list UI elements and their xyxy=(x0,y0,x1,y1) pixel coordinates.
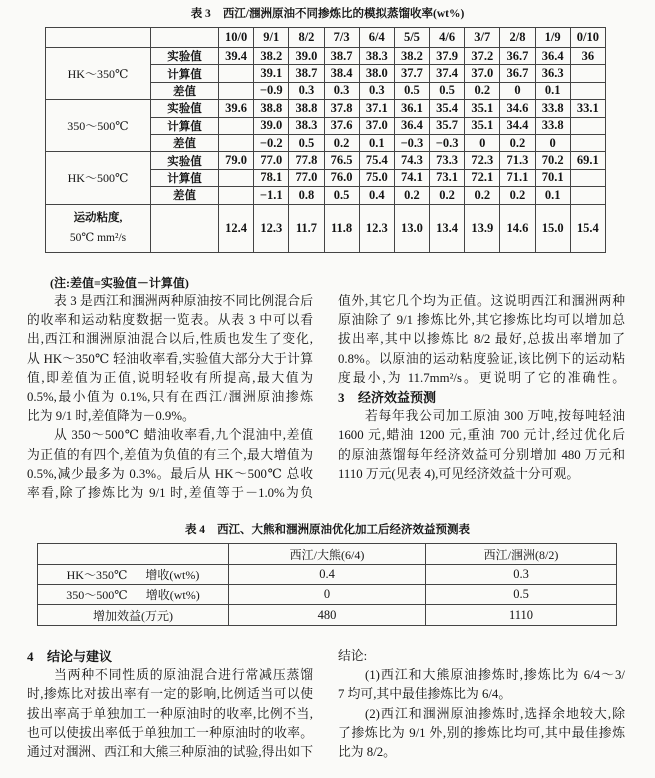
viscosity-row xyxy=(46,204,606,252)
value-cell: 38.7 xyxy=(289,65,324,82)
value-cell: 11.8 xyxy=(324,204,359,252)
value-cell: 38.7 xyxy=(324,48,359,65)
value-cell xyxy=(570,117,605,134)
value-cell: −0.2 xyxy=(254,134,289,151)
value-cell: 36.4 xyxy=(394,117,429,134)
value-cell: 0.1 xyxy=(535,82,570,99)
text-line: 当两种不同性质的原油混合进行常减压蒸馏 xyxy=(54,668,313,683)
ratio-header: 6/4 xyxy=(359,28,394,48)
value-cell: 0.3 xyxy=(324,82,359,99)
value-cell: 0.2 xyxy=(500,134,535,151)
value-cell: 14.6 xyxy=(500,204,535,252)
value-cell: 74.3 xyxy=(394,152,429,169)
table-4 xyxy=(37,543,617,626)
empty-cell xyxy=(151,204,219,252)
value-cell: −1.1 xyxy=(254,187,289,204)
corner-cell xyxy=(151,28,219,48)
row-label: 差值 xyxy=(151,134,219,151)
value-cell: 34.4 xyxy=(500,117,535,134)
group-label: 350～500℃ xyxy=(46,100,151,152)
value-cell: 38.3 xyxy=(289,117,324,134)
value-cell: 0.8 xyxy=(289,187,324,204)
text-line: 1110 万元(见表 4),可见经济效益十分可观。 xyxy=(338,466,580,481)
text-line: 原油除了 9/1 掺炼比外,其它掺炼比均可以增加总 xyxy=(338,313,625,328)
corner-cell xyxy=(46,28,151,48)
table-row xyxy=(38,565,617,585)
row-label-range: HK～350℃ xyxy=(66,568,128,582)
row-label-metric: 增收(wt%) xyxy=(145,588,200,602)
value-cell: 36.7 xyxy=(500,65,535,82)
viscosity-label-line: 50℃ mm²/s xyxy=(69,232,127,245)
value-cell: 35.1 xyxy=(465,117,500,134)
value-cell: 75.0 xyxy=(359,169,394,186)
value-cell: 39.4 xyxy=(219,48,254,65)
value-cell: 34.6 xyxy=(500,100,535,117)
value-cell: 77.8 xyxy=(289,152,324,169)
text-line: 从 HK～350℃ 轻油收率看,实验值大部分大于计算 xyxy=(27,351,313,366)
value-cell: 13.0 xyxy=(394,204,429,252)
value-cell: 73.1 xyxy=(430,169,465,186)
value-cell: 480 xyxy=(229,605,426,626)
section-4-column xyxy=(27,647,313,762)
value-cell: 38.8 xyxy=(254,100,289,117)
table-3-note: (注:差值=实验值－计算值) xyxy=(50,276,189,290)
table-3-header-row xyxy=(46,28,606,48)
row-label: 计算值 xyxy=(151,65,219,82)
table-row xyxy=(38,585,617,605)
table-3-body xyxy=(46,48,606,253)
value-cell: 76.0 xyxy=(324,169,359,186)
value-cell xyxy=(570,134,605,151)
group-label: HK～350℃ xyxy=(46,48,151,100)
value-cell: 38.8 xyxy=(289,100,324,117)
value-cell: 0.2 xyxy=(324,134,359,151)
value-cell: 38.0 xyxy=(359,65,394,82)
ratio-header: 2/8 xyxy=(500,28,535,48)
left-column xyxy=(27,292,313,503)
conclusion-item-2-line: 比为 8/2。 xyxy=(338,744,396,759)
table-4-header-row xyxy=(38,544,617,565)
value-cell: 36.7 xyxy=(500,48,535,65)
column-header: 西江/大熊(6/4) xyxy=(229,544,426,565)
row-label: 计算值 xyxy=(151,117,219,134)
value-cell: 39.0 xyxy=(289,48,324,65)
value-cell: 12.3 xyxy=(359,204,394,252)
table-3-number: 表 3 xyxy=(190,8,211,20)
row-label: 实验值 xyxy=(151,100,219,117)
section-title: 经济效益预测 xyxy=(358,389,437,405)
right-column xyxy=(338,292,625,484)
text-line: 值外,其它几个均为正值。这说明西江和涠洲两种 xyxy=(338,294,625,308)
value-cell: 15.4 xyxy=(570,204,605,252)
value-cell: 77.0 xyxy=(289,169,324,186)
section-3-heading xyxy=(338,388,625,407)
viscosity-label-line: 运动粘度, xyxy=(73,212,123,225)
value-cell: 13.4 xyxy=(430,204,465,252)
value-cell: 77.0 xyxy=(254,152,289,169)
value-cell: 39.1 xyxy=(254,65,289,82)
table-4-number: 表 4 xyxy=(184,524,206,536)
value-cell: 33.8 xyxy=(535,100,570,117)
value-cell: 12.3 xyxy=(254,204,289,252)
value-cell: 0.3 xyxy=(359,82,394,99)
corner-cell xyxy=(38,544,229,565)
value-cell: 0.2 xyxy=(465,82,500,99)
table-4-title: 西江、大熊和涠洲原油优化加工后经济效益预测表 xyxy=(217,524,471,536)
value-cell: 0.1 xyxy=(535,187,570,204)
value-cell: 38.2 xyxy=(394,48,429,65)
value-cell: 36.1 xyxy=(394,100,429,117)
value-cell: 71.3 xyxy=(500,152,535,169)
text-line: 0.5%,减少最多为 0.3%。最后从 HK～500℃ 总收 xyxy=(27,466,313,481)
value-cell: 36.3 xyxy=(535,65,570,82)
text-line: 值,即差值为正值,说明轻收有所提高,最大值为 xyxy=(27,370,313,385)
text-line: 0.8%。以原油的运动粘度验证,该比例下的运动粘 xyxy=(338,351,625,366)
text-line: 的收率和运动粘度数据一览表。从表 3 中可以看 xyxy=(27,313,313,328)
text-line: 从 350～500℃ 蜡油收率看,九个混油中,差值 xyxy=(54,428,313,443)
value-cell: 75.4 xyxy=(359,152,394,169)
value-cell: 37.1 xyxy=(359,100,394,117)
value-cell: 74.1 xyxy=(394,169,429,186)
table-3-title: 西江/涠洲原油不同掺炼比的模拟蒸馏收率(wt%) xyxy=(222,8,465,20)
row-label xyxy=(38,565,229,585)
group-label: HK～500℃ xyxy=(46,152,151,204)
value-cell: 71.1 xyxy=(500,169,535,186)
text-line: 拔出率,其中以掺炼比 8/2 最好,总拔出率增加了 xyxy=(338,332,625,347)
table-row xyxy=(46,100,606,117)
value-cell: 76.5 xyxy=(324,152,359,169)
row-label-metric: 增收(wt%) xyxy=(145,568,200,582)
row-label: 差值 xyxy=(151,187,219,204)
value-cell: 39.0 xyxy=(254,117,289,134)
value-cell xyxy=(219,82,254,99)
ratio-header: 0/10 xyxy=(570,28,605,48)
value-cell: 0.3 xyxy=(426,565,617,585)
value-cell xyxy=(570,187,605,204)
table-row xyxy=(38,605,617,626)
ratio-header: 8/2 xyxy=(289,28,324,48)
value-cell: 36 xyxy=(570,48,605,65)
table-3 xyxy=(45,27,606,253)
conclusion-item-2-line: 了掺炼比为 9/1 外,别的掺炼比均可,其中最佳掺炼 xyxy=(338,725,625,740)
value-cell: 0.5 xyxy=(426,585,617,605)
value-cell: 0.5 xyxy=(394,82,429,99)
value-cell: 38.2 xyxy=(254,48,289,65)
value-cell: 38.4 xyxy=(324,65,359,82)
value-cell: 35.7 xyxy=(430,117,465,134)
value-cell: 78.1 xyxy=(254,169,289,186)
value-cell: 0 xyxy=(465,134,500,151)
value-cell xyxy=(570,82,605,99)
value-cell: 33.8 xyxy=(535,117,570,134)
conclusions-label: 结论: xyxy=(338,649,368,663)
table-row xyxy=(46,48,606,65)
value-cell: 0 xyxy=(500,82,535,99)
text-line: 率看,除了掺炼比为 9/1 时,差值等于－1.0%为负 xyxy=(27,485,313,500)
value-cell: 37.9 xyxy=(430,48,465,65)
value-cell: 0.2 xyxy=(465,187,500,204)
conclusion-item-1-line: (1)西江和大熊原油掺炼时,掺炼比为 6/4～3/ xyxy=(365,668,625,683)
ratio-header: 5/5 xyxy=(394,28,429,48)
conclusion-item-1-line: 7 均可,其中最佳掺炼比为 6/4。 xyxy=(338,687,512,702)
value-cell: 70.1 xyxy=(535,169,570,186)
value-cell: 0.5 xyxy=(430,82,465,99)
value-cell: 72.1 xyxy=(465,169,500,186)
value-cell xyxy=(219,117,254,134)
value-cell: 0 xyxy=(229,585,426,605)
row-label: 增加效益(万元) xyxy=(38,605,229,626)
section-number: 4 xyxy=(27,649,34,664)
value-cell: 37.7 xyxy=(394,65,429,82)
value-cell: 39.6 xyxy=(219,100,254,117)
ratio-header: 10/0 xyxy=(219,28,254,48)
text-line: 也可以使拔出率低于单独加工一种原油时的收率。 xyxy=(27,725,313,740)
value-cell: 35.4 xyxy=(430,100,465,117)
table-3-caption xyxy=(0,6,655,22)
text-line: 度最小,为 11.7mm²/s。更说明了它的准确性。 xyxy=(338,370,625,385)
value-cell: 37.6 xyxy=(324,117,359,134)
value-cell: 35.1 xyxy=(465,100,500,117)
row-label: 计算值 xyxy=(151,169,219,186)
ratio-header: 7/3 xyxy=(324,28,359,48)
ratio-header: 3/7 xyxy=(465,28,500,48)
value-cell: 38.3 xyxy=(359,48,394,65)
value-cell xyxy=(219,187,254,204)
value-cell: −0.3 xyxy=(430,134,465,151)
value-cell: 0 xyxy=(535,134,570,151)
section-number: 3 xyxy=(338,389,345,405)
value-cell: 36.4 xyxy=(535,48,570,65)
value-cell: 70.2 xyxy=(535,152,570,169)
value-cell: 0.1 xyxy=(359,134,394,151)
value-cell: 79.0 xyxy=(219,152,254,169)
text-line: 拔出率高于单独加工一种原油时的收率,比例不当, xyxy=(27,706,313,721)
value-cell: 37.8 xyxy=(324,100,359,117)
value-cell xyxy=(570,65,605,82)
text-line: 若每年我公司加工原油 300 万吨,按每吨轻油 xyxy=(365,409,625,424)
value-cell: 0.2 xyxy=(500,187,535,204)
value-cell: 0.4 xyxy=(359,187,394,204)
viscosity-label xyxy=(46,204,151,252)
value-cell: 0.3 xyxy=(289,82,324,99)
value-cell: −0.3 xyxy=(394,134,429,151)
ratio-header: 4/6 xyxy=(430,28,465,48)
row-label: 实验值 xyxy=(151,48,219,65)
value-cell: 72.3 xyxy=(465,152,500,169)
row-label-range: 350～500℃ xyxy=(66,588,128,602)
section-title: 结论与建议 xyxy=(47,649,113,664)
value-cell: 37.4 xyxy=(430,65,465,82)
value-cell: 1110 xyxy=(426,605,617,626)
text-line: 通过对涠洲、西江和大熊三种原油的试验,得出如下 xyxy=(27,744,313,759)
value-cell: 0.4 xyxy=(229,565,426,585)
value-cell xyxy=(570,169,605,186)
row-label: 差值 xyxy=(151,82,219,99)
value-cell: 13.9 xyxy=(465,204,500,252)
value-cell xyxy=(219,169,254,186)
conclusion-item-2-line: (2)西江和涠洲原油掺炼时,选择余地较大,除 xyxy=(365,706,625,721)
row-label xyxy=(38,585,229,605)
value-cell: 12.4 xyxy=(219,204,254,252)
value-cell: 0.2 xyxy=(394,187,429,204)
text-line: 1600 元,蜡油 1200 元,重油 700 元计,经过优化后 xyxy=(338,428,625,443)
text-line: 出,西江和涠洲原油混合以后,性质也发生了变化, xyxy=(27,332,313,347)
value-cell: 0.2 xyxy=(430,187,465,204)
text-line: 表 3 是西江和涠洲两种原油按不同比例混合后 xyxy=(54,294,313,308)
value-cell: 0.5 xyxy=(289,134,324,151)
row-label: 实验值 xyxy=(151,152,219,169)
section-4-heading xyxy=(27,647,313,666)
table-4-caption xyxy=(0,522,655,538)
value-cell: 37.0 xyxy=(465,65,500,82)
value-cell: 37.0 xyxy=(359,117,394,134)
ratio-header: 9/1 xyxy=(254,28,289,48)
value-cell xyxy=(219,134,254,151)
table-row xyxy=(46,152,606,169)
text-line: 0.5%,最小值为 0.1%,只有在西江/涠洲原油掺炼 xyxy=(27,389,313,404)
value-cell: 73.3 xyxy=(430,152,465,169)
value-cell: 11.7 xyxy=(289,204,324,252)
text-line: 比为 9/1 时,差值降为－0.9%。 xyxy=(27,409,195,424)
text-line: 的原油蒸馏每年经济效益可分别增加 480 万元和 xyxy=(338,447,625,462)
value-cell: 33.1 xyxy=(570,100,605,117)
value-cell: 69.1 xyxy=(570,152,605,169)
value-cell: 15.0 xyxy=(535,204,570,252)
text-line: 为正值的有四个,差值为负值的有三个,最大增值为 xyxy=(27,447,313,462)
ratio-header: 1/9 xyxy=(535,28,570,48)
conclusions-column xyxy=(338,647,625,762)
column-header: 西江/涠洲(8/2) xyxy=(426,544,617,565)
value-cell: 0.5 xyxy=(324,187,359,204)
text-line: 时,掺炼比对拔出率有一定的影响,比例适当可以使 xyxy=(27,687,313,702)
value-cell xyxy=(219,65,254,82)
value-cell: −0.9 xyxy=(254,82,289,99)
value-cell: 37.2 xyxy=(465,48,500,65)
